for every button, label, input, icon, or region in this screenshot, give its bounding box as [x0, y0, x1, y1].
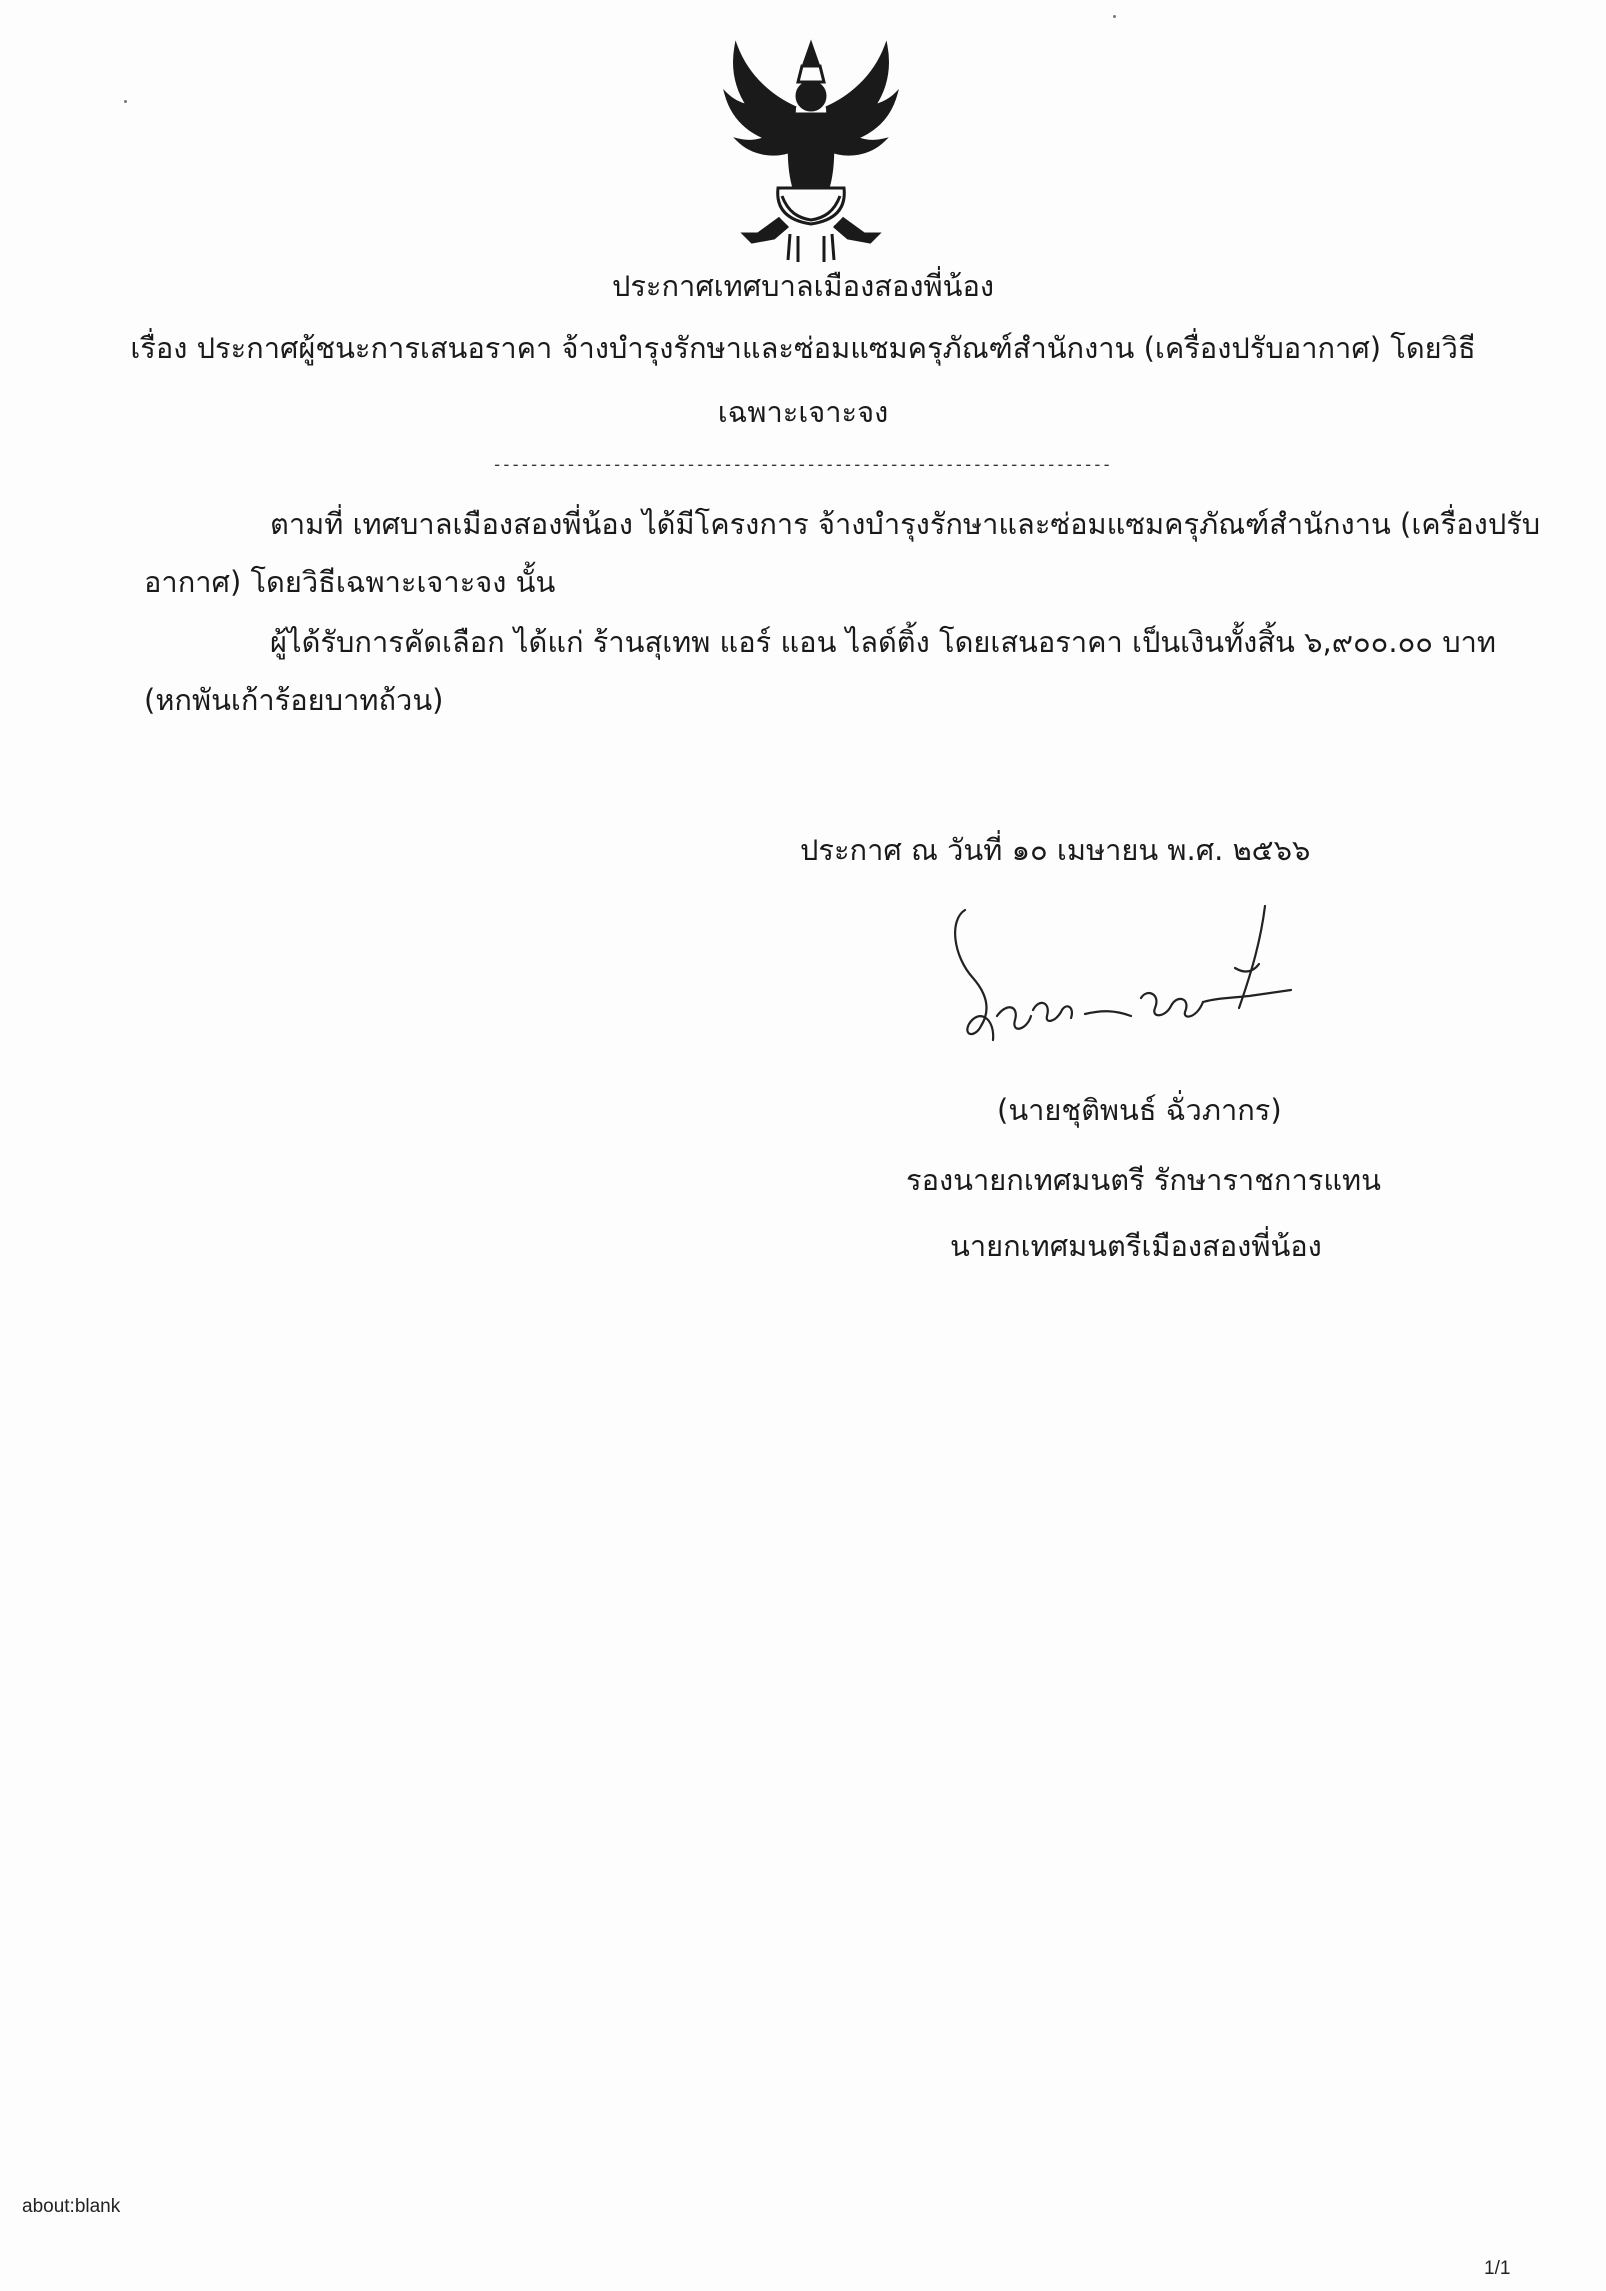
garuda-emblem-icon	[718, 38, 904, 264]
signer-position-line-1: รองนายกเทศมนตรี รักษาราชการแทน	[906, 1163, 1381, 1197]
announcement-subject-line-1: เรื่อง ประกาศผู้ชนะการเสนอราคา จ้างบำรุงรักษาและซ่อมแซมครุภัณฑ์สำนักงาน (เครื่องปรับอากาศ) โดยวิธี	[130, 331, 1476, 365]
scan-speck	[1113, 15, 1116, 18]
footer-url: about:blank	[22, 2196, 121, 2217]
paragraph-2-line-2: (หกพันเก้าร้อยบาทถ้วน)	[144, 683, 444, 717]
signer-position-line-2: นายกเทศมนตรีเมืองสองพี่น้อง	[950, 1229, 1322, 1263]
divider-line: -------------------------------------------------------------------	[492, 455, 1111, 475]
paragraph-1-line-2: อากาศ) โดยวิธีเฉพาะเจาะจง นั้น	[144, 565, 556, 599]
paragraph-2-line-1: ผู้ได้รับการคัดเลือก ได้แก่ ร้านสุเทพ แอร์ แอน ไลด์ติ้ง โดยเสนอราคา เป็นเงินทั้งสิ้น ๖,๙๐๐.๐๐ บาท	[270, 625, 1497, 659]
handwritten-signature-icon	[935, 898, 1335, 1073]
footer-page-counter: 1/1	[1484, 2258, 1511, 2279]
announcement-subject-line-2: เฉพาะเจาะจง	[717, 395, 889, 429]
announcement-title: ประกาศเทศบาลเมืองสองพี่น้อง	[611, 269, 995, 303]
signer-name: (นายชุติพนธ์ ฉั่วภากร)	[997, 1093, 1282, 1127]
scan-speck	[124, 100, 127, 103]
announcement-date: ประกาศ ณ วันที่ ๑๐ เมษายน พ.ศ. ๒๕๖๖	[800, 833, 1311, 867]
paragraph-1-line-1: ตามที่ เทศบาลเมืองสองพี่น้อง ได้มีโครงการ จ้างบำรุงรักษาและซ่อมแซมครุภัณฑ์สำนักงาน (เครื่องปรับ	[270, 507, 1541, 541]
